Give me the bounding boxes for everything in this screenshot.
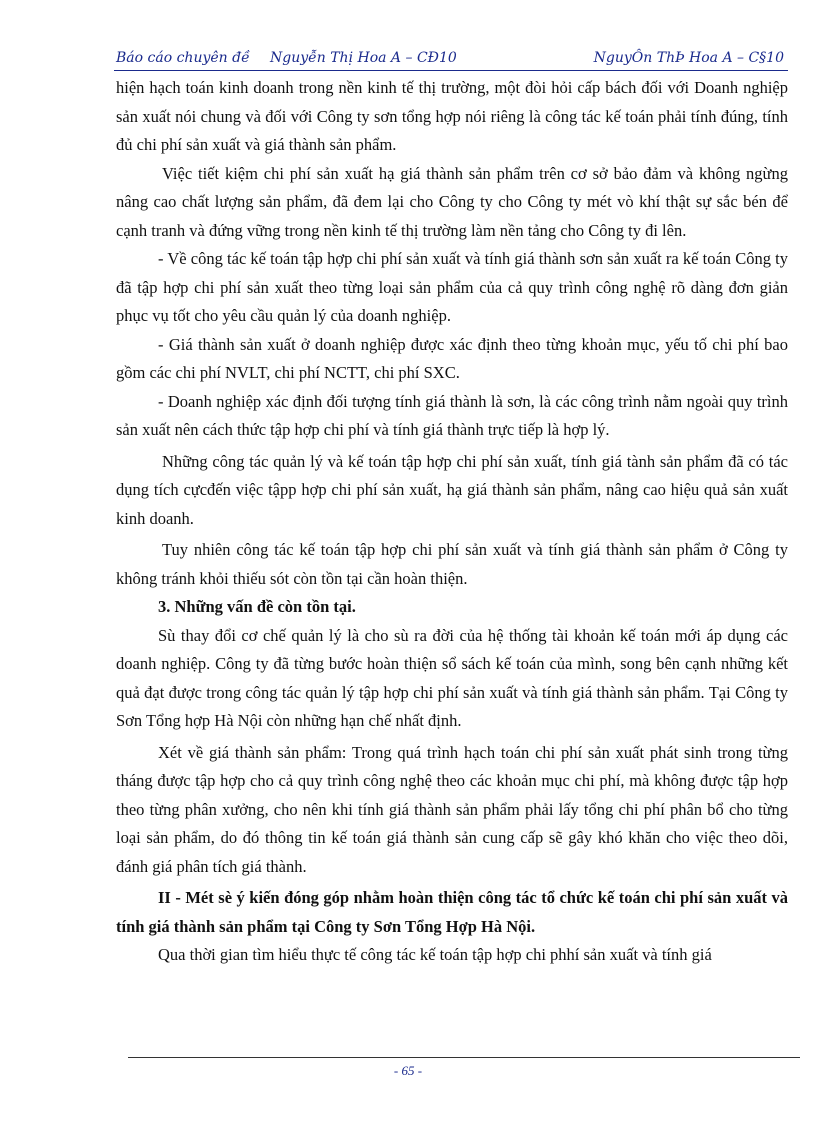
paragraph: Tuy nhiên công tác kế toán tập hợp chi phí sản xuất và tính giá thành sản phẩm ở Công ty không tránh khỏi thiếu sót còn tồn tại cần hoàn thiện. [116, 540, 788, 588]
header-author: Nguyễn Thị Hoa A – CĐ10 [270, 50, 457, 66]
page-header [114, 48, 788, 70]
paragraph: - Giá thành sản xuất ở doanh nghiệp được xác định theo từng khoản mục, yếu tố chi phí bao gồm các chi phí NVLT, chi phí NCTT, chi phí SXC. [116, 334, 788, 382]
paragraph: Những công tác quản lý và kế toán tập hợp chi phí sản xuất, tính giá tành sản phẩm đã có tác dụng tích cựcđến việc tậpp hợp chi phí sản xuất, hạ giá thành sản phẩm, nâng cao hiệu quả sản xuất kinh doanh. [116, 451, 788, 528]
paragraph: - Về công tác kế toán tập hợp chi phí sản xuất và tính giá thành sơn sản xuất ra kế toán Công ty đã tập hợp chi phí sản xuất theo từng loại sản phẩm của cả quy trình công nghệ rõ dàng đơn giản phục vụ tốt cho yêu cầu quản lý của doanh nghiệp. [116, 249, 788, 325]
page-number: - 65 - [393, 1063, 423, 1078]
paragraph: Qua thời gian tìm hiểu thực tế công tác kế toán tập hợp chi phhí sản xuất và tính giá [158, 945, 712, 964]
header-divider [114, 70, 788, 71]
section-heading: II - Mét sè ý kiến đóng góp nhằm hoàn thiện công tác tổ chức kế toán chi phí sản xuất và tính giá thành sản phẩm tại Công ty Sơn Tổng Hợp Hà Nội. [116, 888, 788, 936]
paragraph: Xét về giá thành sản phẩm: Trong quá trình hạch toán chi phí sản xuất phát sinh trong từng tháng được tập hợp cho cả quy trình công nghệ theo các khoản mục chi phí, mà không được tập hợp theo từng phân xưởng, cho nên khi tính giá thành sản phẩm phải lấy tổng chi phí phân bổ cho từng loại sản phẩm, do đó thông tin kế toán giá thành sản cung cấp sẽ gây khó khăn cho việc theo dõi, đánh giá phân tích giá thành. [116, 742, 788, 876]
footer-divider [128, 1057, 800, 1058]
paragraph: hiện hạch toán kinh doanh trong nền kinh tế thị trường, một đòi hỏi cấp bách đối với Doanh nghiệp sản xuất nói chung và đối với Công ty sơn tổng hợp nói riêng là công tác kế toán phải tính đúng, tính đủ chi phí sản xuất và giá thành sản phẩm. [116, 78, 788, 154]
paragraph: - Doanh nghiệp xác định đối tượng tính giá thành là sơn, là các công trình nằm ngoài quy trình sản xuất nên cách thức tập hợp chi phí và tính giá thành trực tiếp là hợp lý. [116, 391, 788, 439]
section-heading: 3. Những vấn đề còn tồn tại. [158, 597, 356, 616]
header-report-title: Báo cáo chuyên đề [116, 50, 250, 66]
header-author-garbled: NguyÔn ThÞ Hoa A – C§10 [593, 50, 784, 66]
paragraph: Việc tiết kiệm chi phí sản xuất hạ giá thành sản phẩm trên cơ sở bảo đảm và không ngừng nâng cao chất lượng sản phẩm, đã đem lại cho Công ty cho Công ty mét vò khí thật sự sắc bén để cạnh tranh và đứng vững trong nền kinh tế thị trường làm nền tảng cho Công ty đi lên. [116, 163, 788, 240]
body-text [116, 74, 788, 970]
paragraph: Sù thay đổi cơ chế quản lý là cho sù ra đời của hệ thống tài khoản kế toán mới áp dụng các doanh nghiệp. Công ty đã từng bước hoàn thiện sổ sách kế toán của mình, song bên cạnh những kết quả đạt được trong công tác quản lý tập hợp chi phí sản xuất và tính giá thành sản phẩm. Tại Công ty Sơn Tổng hợp Hà Nội còn những hạn chế nhất định. [116, 625, 788, 730]
